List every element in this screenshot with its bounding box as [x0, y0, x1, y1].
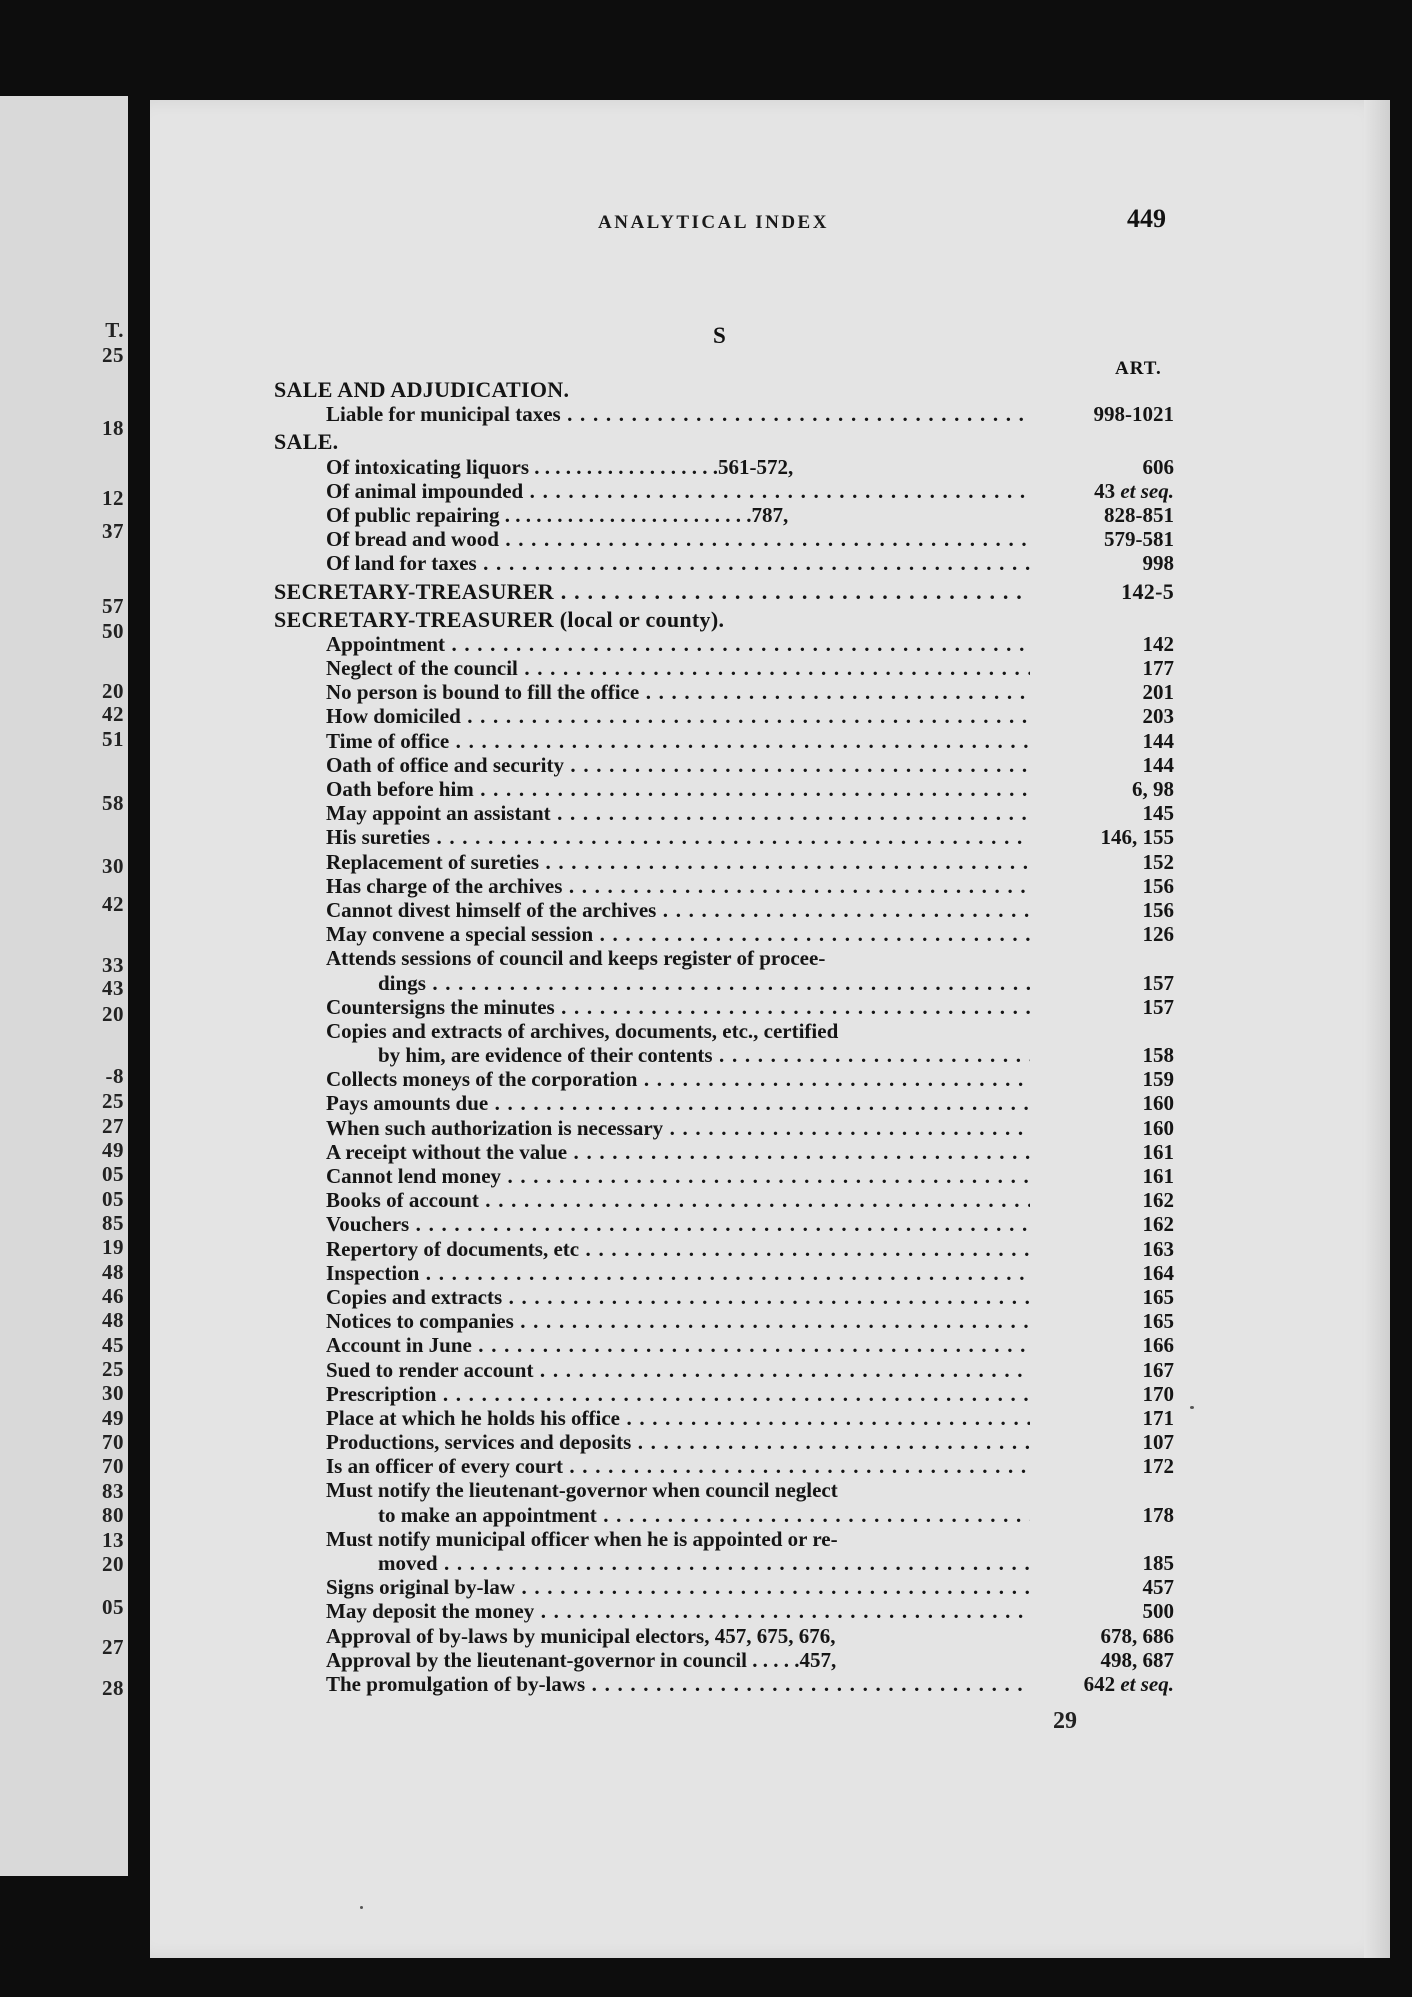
index-entry-article-ref: 160 [1142, 1115, 1174, 1140]
index-entry-text: Copies and extracts . . . [326, 1285, 1030, 1309]
adjacent-page-strip [0, 96, 128, 1876]
index-entry [274, 527, 1174, 551]
index-entry-article-ref: 500 [1142, 1599, 1174, 1624]
adjacent-page-fragment: 43 [102, 976, 124, 1000]
index-entry-text: Must notify municipal officer when he is appointed or re- [326, 1526, 838, 1551]
index-entry [274, 1188, 1174, 1212]
index-entry [274, 777, 1174, 801]
index-entry-text: moved . . . [378, 1551, 1030, 1575]
index-entry [274, 1043, 1174, 1067]
index-entry-text: Notices to companies . . . [326, 1309, 1030, 1333]
index-entry-article-ref: 157 [1142, 970, 1174, 995]
adjacent-page-fragment: 13 [102, 1528, 124, 1552]
index-entry-text: SECRETARY-TREASURER (local or county). [274, 607, 725, 632]
index-entry-text: Replacement of sureties . . . [326, 850, 1030, 874]
page-edge-shadow [1364, 100, 1390, 1958]
index-entry-text: to make an appointment . . . [378, 1503, 1030, 1527]
index-entry-text: Copies and extracts of archives, documents, etc., certified [326, 1018, 839, 1043]
index-entry [274, 632, 1174, 656]
index-entry-text: Oath of office and security . . . [326, 753, 1030, 777]
index-entry [274, 801, 1174, 825]
index-entry [274, 455, 1174, 479]
index-entry-article-ref: 171 [1142, 1405, 1174, 1430]
adjacent-page-fragment: 25 [102, 343, 124, 367]
index-entry-text: Books of account . . . [326, 1188, 1030, 1212]
adjacent-page-fragment: 85 [102, 1211, 124, 1235]
adjacent-page-fragment: 48 [102, 1260, 124, 1284]
index-entry [274, 1478, 1174, 1502]
index-entry-text: Account in June . . . [326, 1333, 1030, 1357]
index-entry-article-ref: 998 [1142, 551, 1174, 576]
adjacent-page-fragment: 70 [102, 1430, 124, 1454]
index-entry [274, 1382, 1174, 1406]
index-entry-article-ref: 165 [1142, 1309, 1174, 1334]
index-entry-article-ref: 152 [1142, 849, 1174, 874]
index-entry [274, 1648, 1174, 1672]
index-entry-article-ref: 6, 98 [1132, 777, 1174, 801]
adjacent-page-fragment: 12 [102, 486, 124, 510]
adjacent-page-fragment: 80 [102, 1503, 124, 1527]
adjacent-page-fragment: -8 [105, 1064, 124, 1088]
index-entry [274, 1091, 1174, 1115]
index-entry-article-ref: 166 [1142, 1333, 1174, 1358]
index-entry [274, 874, 1174, 898]
index-entry [274, 1358, 1174, 1382]
adjacent-page-fragment: 45 [102, 1333, 124, 1357]
index-entry [274, 1575, 1174, 1599]
index-entry [274, 1261, 1174, 1285]
index-entry-article-ref: 165 [1142, 1284, 1174, 1309]
index-entry-text: Neglect of the council . . . [326, 656, 1030, 680]
index-entry-text: Pays amounts due . . . [326, 1091, 1030, 1115]
index-entry [274, 1285, 1174, 1309]
index-entry-article-ref: 43 et seq. [1094, 478, 1174, 503]
index-entry [274, 729, 1174, 753]
index-entry-article-ref: 144 [1142, 752, 1174, 777]
index-entry [274, 1672, 1174, 1696]
adjacent-page-fragment: 20 [102, 679, 124, 703]
adjacent-page-fragment: 57 [102, 594, 124, 618]
index-entry [274, 922, 1174, 946]
index-entry-text: Vouchers . . . [326, 1212, 1030, 1236]
index-entry-article-ref: 498, 687 [1100, 1647, 1174, 1672]
index-entry-text: Has charge of the archives . . . [326, 874, 1030, 898]
index-entry [274, 1454, 1174, 1478]
index-entry-text: May convene a special session . . . [326, 922, 1030, 946]
adjacent-page-fragment: 20 [102, 1002, 124, 1026]
folio-signature: 29 [1053, 1708, 1077, 1734]
adjacent-page-fragment: 42 [102, 702, 124, 726]
adjacent-page-fragment: 05 [102, 1595, 124, 1619]
index-entry [274, 1212, 1174, 1236]
index-entry [274, 1140, 1174, 1164]
index-entry [274, 680, 1174, 704]
index-entry-article-ref: 457 [1142, 1575, 1174, 1600]
index-entry-text: Is an officer of every court . . . [326, 1454, 1030, 1478]
index-entry [274, 995, 1174, 1019]
print-speck [360, 1906, 363, 1909]
index-entry-article-ref: 142-5 [1121, 578, 1174, 604]
index-entry-text: Cannot divest himself of the archives . . . [326, 898, 1030, 922]
index-entry [274, 1309, 1174, 1333]
adjacent-page-fragment: 37 [102, 519, 124, 543]
section-letter: S [713, 323, 726, 348]
index-entry-article-ref: 159 [1142, 1067, 1174, 1092]
index-entry-text: Appointment . . . [326, 632, 1030, 656]
index-entry [274, 1237, 1174, 1261]
index-entry-text: Signs original by-law . . . [326, 1575, 1030, 1599]
adjacent-page-fragment: 28 [102, 1676, 124, 1700]
index-entry-text: Approval of by-laws by municipal electors, 457, 675, 676, [326, 1623, 836, 1648]
index-entry-article-ref: 828-851 [1104, 502, 1174, 527]
index-entry [274, 898, 1174, 922]
index-entry [274, 430, 1174, 454]
index-entry-article-ref: 160 [1142, 1091, 1174, 1116]
index-entry-text: May deposit the money . . . [326, 1599, 1030, 1623]
index-entry-text: Time of office . . . [326, 729, 1030, 753]
index-entry [274, 1019, 1174, 1043]
index-entry-text: Of public repairing . . . . . . . . . . . . . . . . . . . . . . . .787, [326, 502, 789, 527]
index-entry-text: Oath before him . . . [326, 777, 1030, 801]
adjacent-page-fragment: 49 [102, 1406, 124, 1430]
adjacent-page-fragment: 58 [102, 791, 124, 815]
index-entry-text: Of intoxicating liquors . . . . . . . . . . . . . . . . . .561-572, [326, 454, 794, 479]
index-entry-text: Countersigns the minutes . . . [326, 995, 1030, 1019]
index-entry-article-ref: 606 [1142, 454, 1174, 479]
index-entry-text: Sued to render account . . . [326, 1358, 1030, 1382]
index-entry [274, 850, 1174, 874]
index-entry [274, 1624, 1174, 1648]
index-entry [274, 378, 1174, 402]
adjacent-page-fragment: 05 [102, 1187, 124, 1211]
adjacent-page-fragment: 27 [102, 1635, 124, 1659]
index-entry [274, 1599, 1174, 1623]
index-entry [274, 551, 1174, 575]
index-entry-article-ref: 170 [1142, 1381, 1174, 1406]
index-entry-article-ref: 172 [1142, 1454, 1174, 1479]
index-entry [274, 704, 1174, 728]
index-entry [274, 580, 1174, 604]
index-entry-article-ref: 107 [1142, 1430, 1174, 1455]
index-entry-text: His sureties . . . [326, 825, 1030, 849]
running-title: ANALYTICAL INDEX [598, 212, 829, 233]
index-entry [274, 1430, 1174, 1454]
index-entry-article-ref: 162 [1142, 1188, 1174, 1213]
index-entry [274, 1527, 1174, 1551]
index-entry-text: Approval by the lieutenant-governor in council . . . . .457, [326, 1647, 837, 1672]
index-entry-text: Cannot lend money . . . [326, 1164, 1030, 1188]
index-entry-article-ref: 185 [1142, 1551, 1174, 1575]
index-entry-text: The promulgation of by-laws . . . [326, 1672, 1030, 1696]
index-entry-article-ref: 146, 155 [1100, 825, 1174, 850]
index-entry-text: A receipt without the value . . . [326, 1140, 1030, 1164]
adjacent-page-fragment: 20 [102, 1552, 124, 1576]
print-speck [1190, 1406, 1194, 1409]
index-entry [274, 402, 1174, 426]
index-entry [274, 1406, 1174, 1430]
index-entry [274, 946, 1174, 970]
article-column-label: ART. [1115, 358, 1162, 379]
adjacent-page-fragment: 05 [102, 1162, 124, 1186]
index-entry-text: SECRETARY-TREASURER . . . [274, 580, 1030, 604]
index-entry-text: Must notify the lieutenant-governor when council neglect [326, 1478, 838, 1503]
adjacent-page-fragment: 33 [102, 953, 124, 977]
index-entry-text: dings . . . [378, 971, 1030, 995]
adjacent-page-fragment: 18 [102, 416, 124, 440]
index-entry [274, 825, 1174, 849]
index-entries [274, 378, 1174, 1696]
adjacent-page-fragment: 27 [102, 1114, 124, 1138]
adjacent-page-fragment: 83 [102, 1479, 124, 1503]
index-entry-text: Prescription . . . [326, 1382, 1030, 1406]
index-entry-text: Of bread and wood . . . [326, 527, 1030, 551]
index-page [150, 100, 1390, 1958]
index-entry [274, 1551, 1174, 1575]
index-entry-article-ref: 145 [1142, 801, 1174, 826]
index-entry-text: Liable for municipal taxes . . . [326, 402, 1030, 426]
index-entry [274, 503, 1174, 527]
index-entry [274, 1333, 1174, 1357]
index-entry-text: SALE. [274, 430, 339, 455]
index-entry-article-ref: 161 [1142, 1139, 1174, 1164]
index-entry-article-ref: 678, 686 [1100, 1623, 1174, 1648]
index-entry [274, 479, 1174, 503]
index-entry [274, 1116, 1174, 1140]
index-entry [274, 1503, 1174, 1527]
index-entry-article-ref: 156 [1142, 897, 1174, 922]
index-entry-text: Attends sessions of council and keeps register of procee- [326, 946, 826, 971]
index-entry [274, 1067, 1174, 1091]
index-entry [274, 1164, 1174, 1188]
adjacent-page-fragment: 70 [102, 1454, 124, 1478]
index-entry [274, 608, 1174, 632]
index-entry-text: Productions, services and deposits . . . [326, 1430, 1030, 1454]
index-entry-text: No person is bound to fill the office . . . [326, 680, 1030, 704]
index-entry-article-ref: 178 [1142, 1502, 1174, 1527]
index-entry-article-ref: 144 [1142, 728, 1174, 753]
index-entry-text: SALE AND ADJUDICATION. [274, 378, 570, 402]
index-entry-text: How domiciled . . . [326, 704, 1030, 728]
index-entry-text: Inspection . . . [326, 1261, 1030, 1285]
index-entry-article-ref: 163 [1142, 1236, 1174, 1261]
index-entry-article-ref: 642 et seq. [1083, 1671, 1174, 1696]
index-entry-article-ref: 201 [1142, 680, 1174, 705]
index-entry [274, 753, 1174, 777]
index-entry-article-ref: 157 [1142, 994, 1174, 1019]
index-entry-article-ref: 162 [1142, 1212, 1174, 1237]
index-entry-article-ref: 203 [1142, 704, 1174, 729]
index-entry-article-ref: 579-581 [1104, 527, 1174, 552]
index-entry-text: Of animal impounded . . . [326, 479, 1030, 503]
index-entry [274, 971, 1174, 995]
adjacent-page-fragment: 51 [102, 727, 124, 751]
index-entry-article-ref: 156 [1142, 873, 1174, 898]
index-entry-text: Repertory of documents, etc . . . [326, 1237, 1030, 1261]
index-entry-text: Of land for taxes . . . [326, 551, 1030, 575]
index-entry-article-ref: 177 [1142, 656, 1174, 681]
adjacent-page-fragment: T. [105, 318, 124, 342]
index-entry-article-ref: 158 [1142, 1043, 1174, 1068]
adjacent-page-fragment: 25 [102, 1089, 124, 1113]
index-entry-text: by him, are evidence of their contents . . . [378, 1043, 1030, 1067]
adjacent-page-fragment: 48 [102, 1308, 124, 1332]
index-entry-article-ref: 142 [1142, 631, 1174, 656]
index-entry-article-ref: 998-1021 [1093, 402, 1174, 427]
index-entry-article-ref: 161 [1142, 1164, 1174, 1188]
adjacent-page-fragment: 50 [102, 619, 124, 643]
page-number: 449 [1127, 204, 1166, 233]
index-entry-article-ref: 164 [1142, 1260, 1174, 1285]
index-entry-article-ref: 126 [1142, 922, 1174, 947]
index-entry-text: When such authorization is necessary . . . [326, 1116, 1030, 1140]
adjacent-page-fragment: 25 [102, 1357, 124, 1381]
index-entry-text: Place at which he holds his office . . . [326, 1406, 1030, 1430]
adjacent-page-fragment: 42 [102, 892, 124, 916]
adjacent-page-fragment: 19 [102, 1235, 124, 1259]
index-entry-text: May appoint an assistant . . . [326, 801, 1030, 825]
index-entry [274, 656, 1174, 680]
adjacent-page-fragment: 30 [102, 854, 124, 878]
index-entry-text: Collects moneys of the corporation . . . [326, 1067, 1030, 1091]
adjacent-page-fragment: 49 [102, 1138, 124, 1162]
adjacent-page-fragment: 46 [102, 1284, 124, 1308]
index-entry-article-ref: 167 [1142, 1357, 1174, 1382]
adjacent-page-fragment: 30 [102, 1381, 124, 1405]
